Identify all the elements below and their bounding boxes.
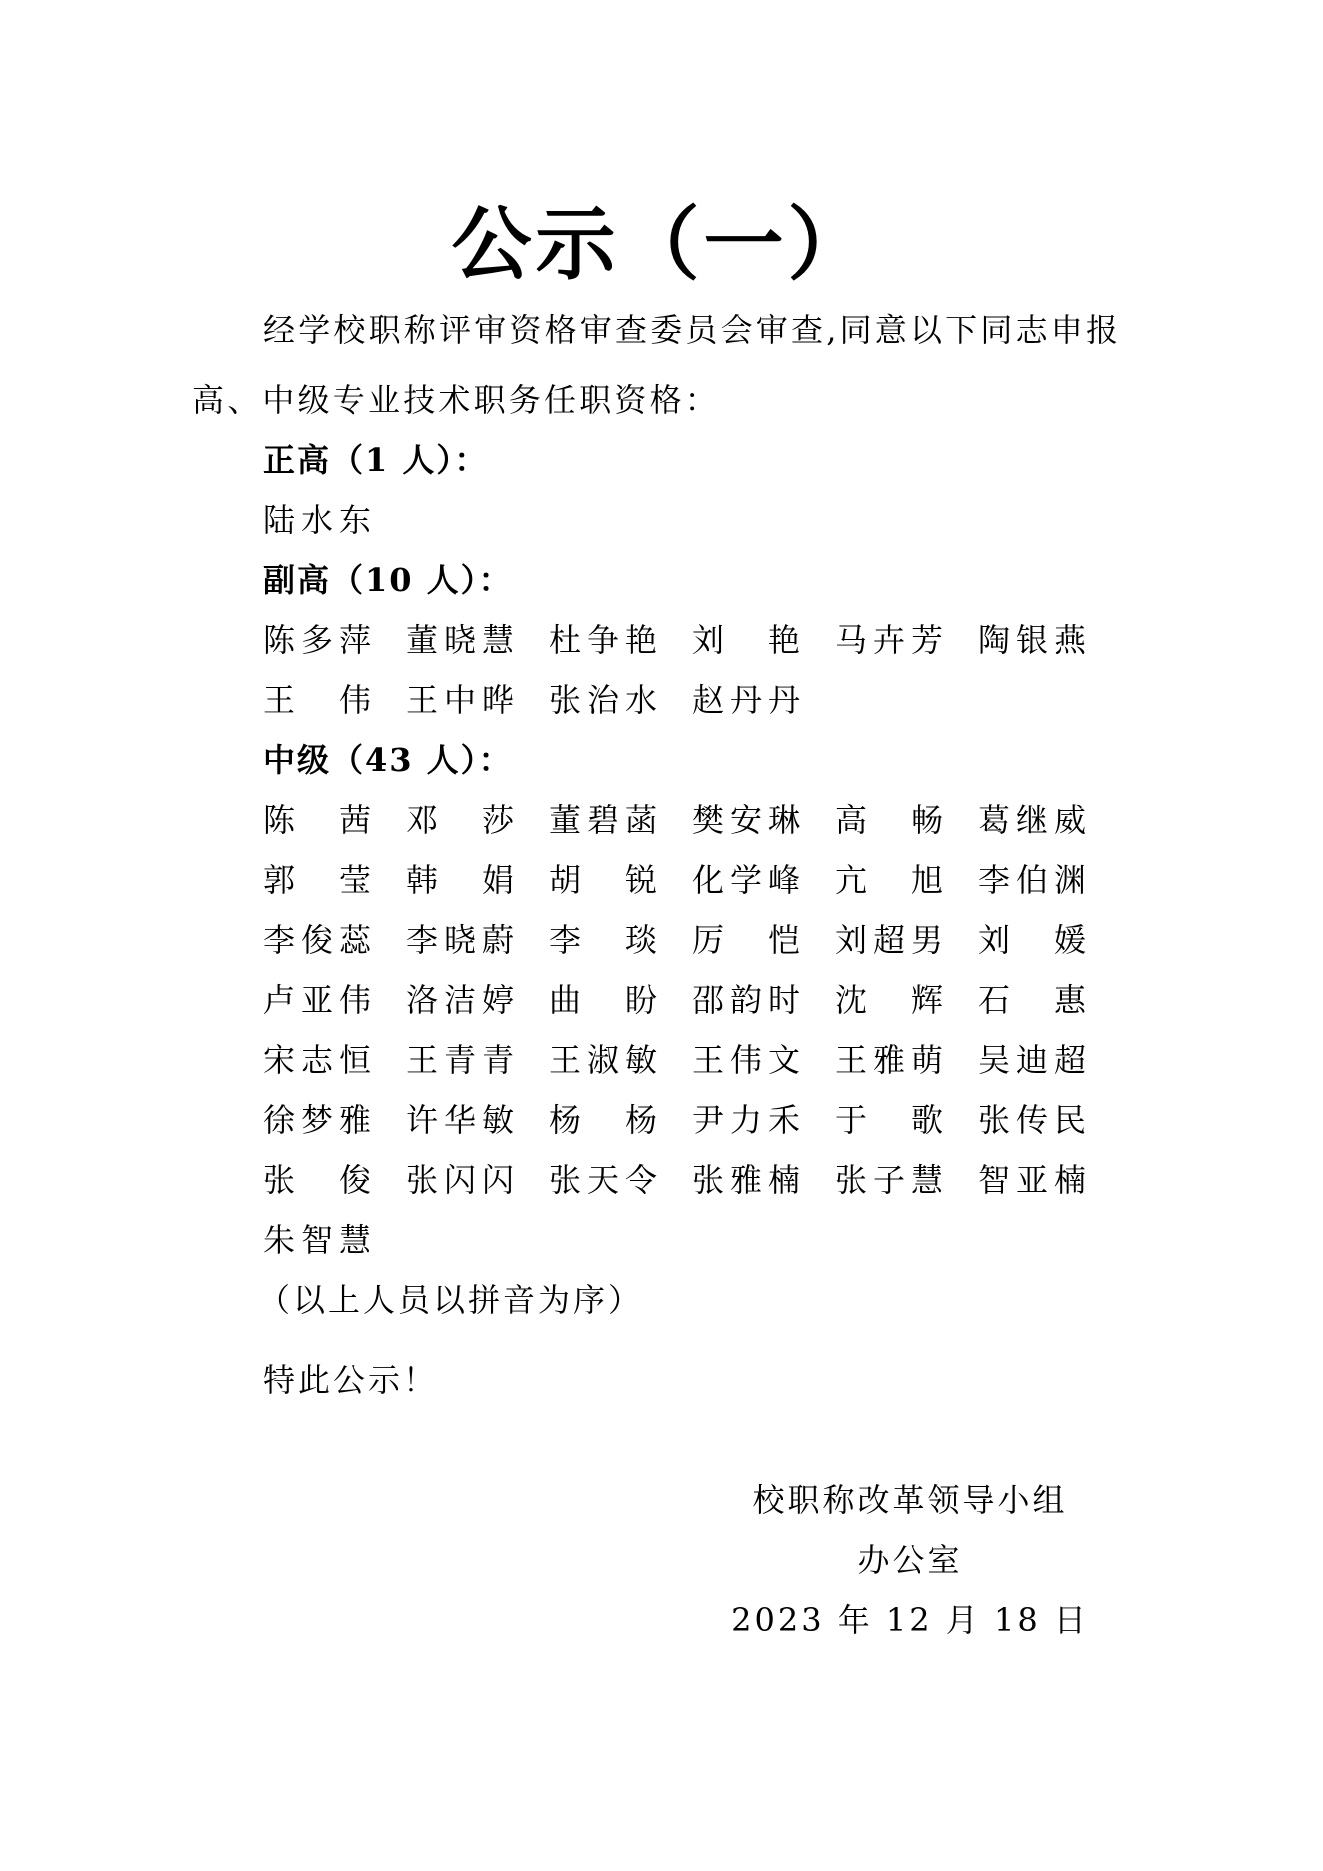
person-name: 于 歌 [835,1101,943,1139]
person-name: 董 晓 慧 [406,621,514,659]
person-name: 杜 争 艳 [549,621,657,659]
person-name: 亢 旭 [835,861,943,899]
person-name: 吴 迪 超 [978,1041,1086,1079]
person-name: 王 伟 [263,681,371,719]
name-row [263,796,1163,844]
person-name: 王 伟 文 [692,1041,800,1079]
closing-text: 特此公示！ [263,1361,439,1399]
name-row [263,976,1163,1024]
person-name: 卢 亚 伟 [263,981,371,1019]
person-name: 李 琰 [549,921,657,959]
person-name: 马 卉 芳 [835,621,943,659]
person-name: 高 畅 [835,801,943,839]
person-name: 张 闪 闪 [406,1161,514,1199]
person-name: 王 青 青 [406,1041,514,1079]
person-name: 邓 莎 [406,801,514,839]
page-title: 公示（一） [451,198,872,291]
name-row [263,676,1163,724]
name-row [263,616,1163,664]
person-name: 厉 恺 [692,921,800,959]
person-name: 陆 水 东 [263,501,371,539]
section-heading-intermediate: 中级（43 人）： [263,741,513,779]
person-name: 刘 媛 [978,921,1086,959]
person-name: 徐 梦 雅 [263,1101,371,1139]
person-name: 石 惠 [978,981,1086,1019]
signature-office: 办公室 [857,1541,963,1579]
person-name: 化 学 峰 [692,861,800,899]
person-name: 陈 茜 [263,801,371,839]
person-name: 刘 艳 [692,621,800,659]
person-name: 杨 杨 [549,1101,657,1139]
person-name: 尹 力 禾 [692,1101,800,1139]
person-name: 沈 辉 [835,981,943,1019]
name-row [263,1216,1163,1264]
name-row [263,1156,1163,1204]
person-name: 张 子 慧 [835,1161,943,1199]
person-name: 宋 志 恒 [263,1041,371,1079]
signature-date: 2023 年 12 月 18 日 [731,1601,1089,1639]
person-name: 朱 智 慧 [263,1221,371,1259]
person-name: 邵 韵 时 [692,981,800,1019]
person-name: 李 晓 蔚 [406,921,514,959]
person-name: 许 华 敏 [406,1101,514,1139]
intro-line-2: 高、中级专业技术职务任职资格： [192,381,721,419]
person-name: 韩 娟 [406,861,514,899]
person-name: 张 俊 [263,1161,371,1199]
name-row [263,916,1163,964]
person-name: 张 传 民 [978,1101,1086,1139]
person-name: 李 伯 渊 [978,861,1086,899]
person-name: 王 中 晔 [406,681,514,719]
person-name: 陶 银 燕 [978,621,1086,659]
intro-line-1: 经学校职称评审资格审查委员会审查,同意以下同志申报 [263,311,1122,349]
person-name: 王 雅 萌 [835,1041,943,1079]
ordering-note: （以上人员以拼音为序） [258,1281,644,1319]
person-name: 樊 安 琳 [692,801,800,839]
person-name: 胡 锐 [549,861,657,899]
person-name: 刘 超 男 [835,921,943,959]
person-name: 张 天 令 [549,1161,657,1199]
person-name: 郭 莹 [263,861,371,899]
name-row [263,1096,1163,1144]
person-name: 陈 多 萍 [263,621,371,659]
person-name: 智 亚 楠 [978,1161,1086,1199]
person-name: 王 淑 敏 [549,1041,657,1079]
person-name: 赵 丹 丹 [692,681,800,719]
name-row [263,856,1163,904]
person-name: 曲 盼 [549,981,657,1019]
person-name: 董 碧 菡 [549,801,657,839]
person-name: 张 治 水 [549,681,657,719]
name-row [263,1036,1163,1084]
person-name: 张 雅 楠 [692,1161,800,1199]
signature-org: 校职称改革领导小组 [752,1481,1068,1519]
section-heading-associate: 副高（10 人）： [263,561,513,599]
person-name: 李 俊 蕊 [263,921,371,959]
person-name: 洛 洁 婷 [406,981,514,1019]
name-row [263,496,1163,544]
person-name: 葛 继 威 [978,801,1086,839]
section-heading-senior: 正高（1 人）： [263,441,489,479]
